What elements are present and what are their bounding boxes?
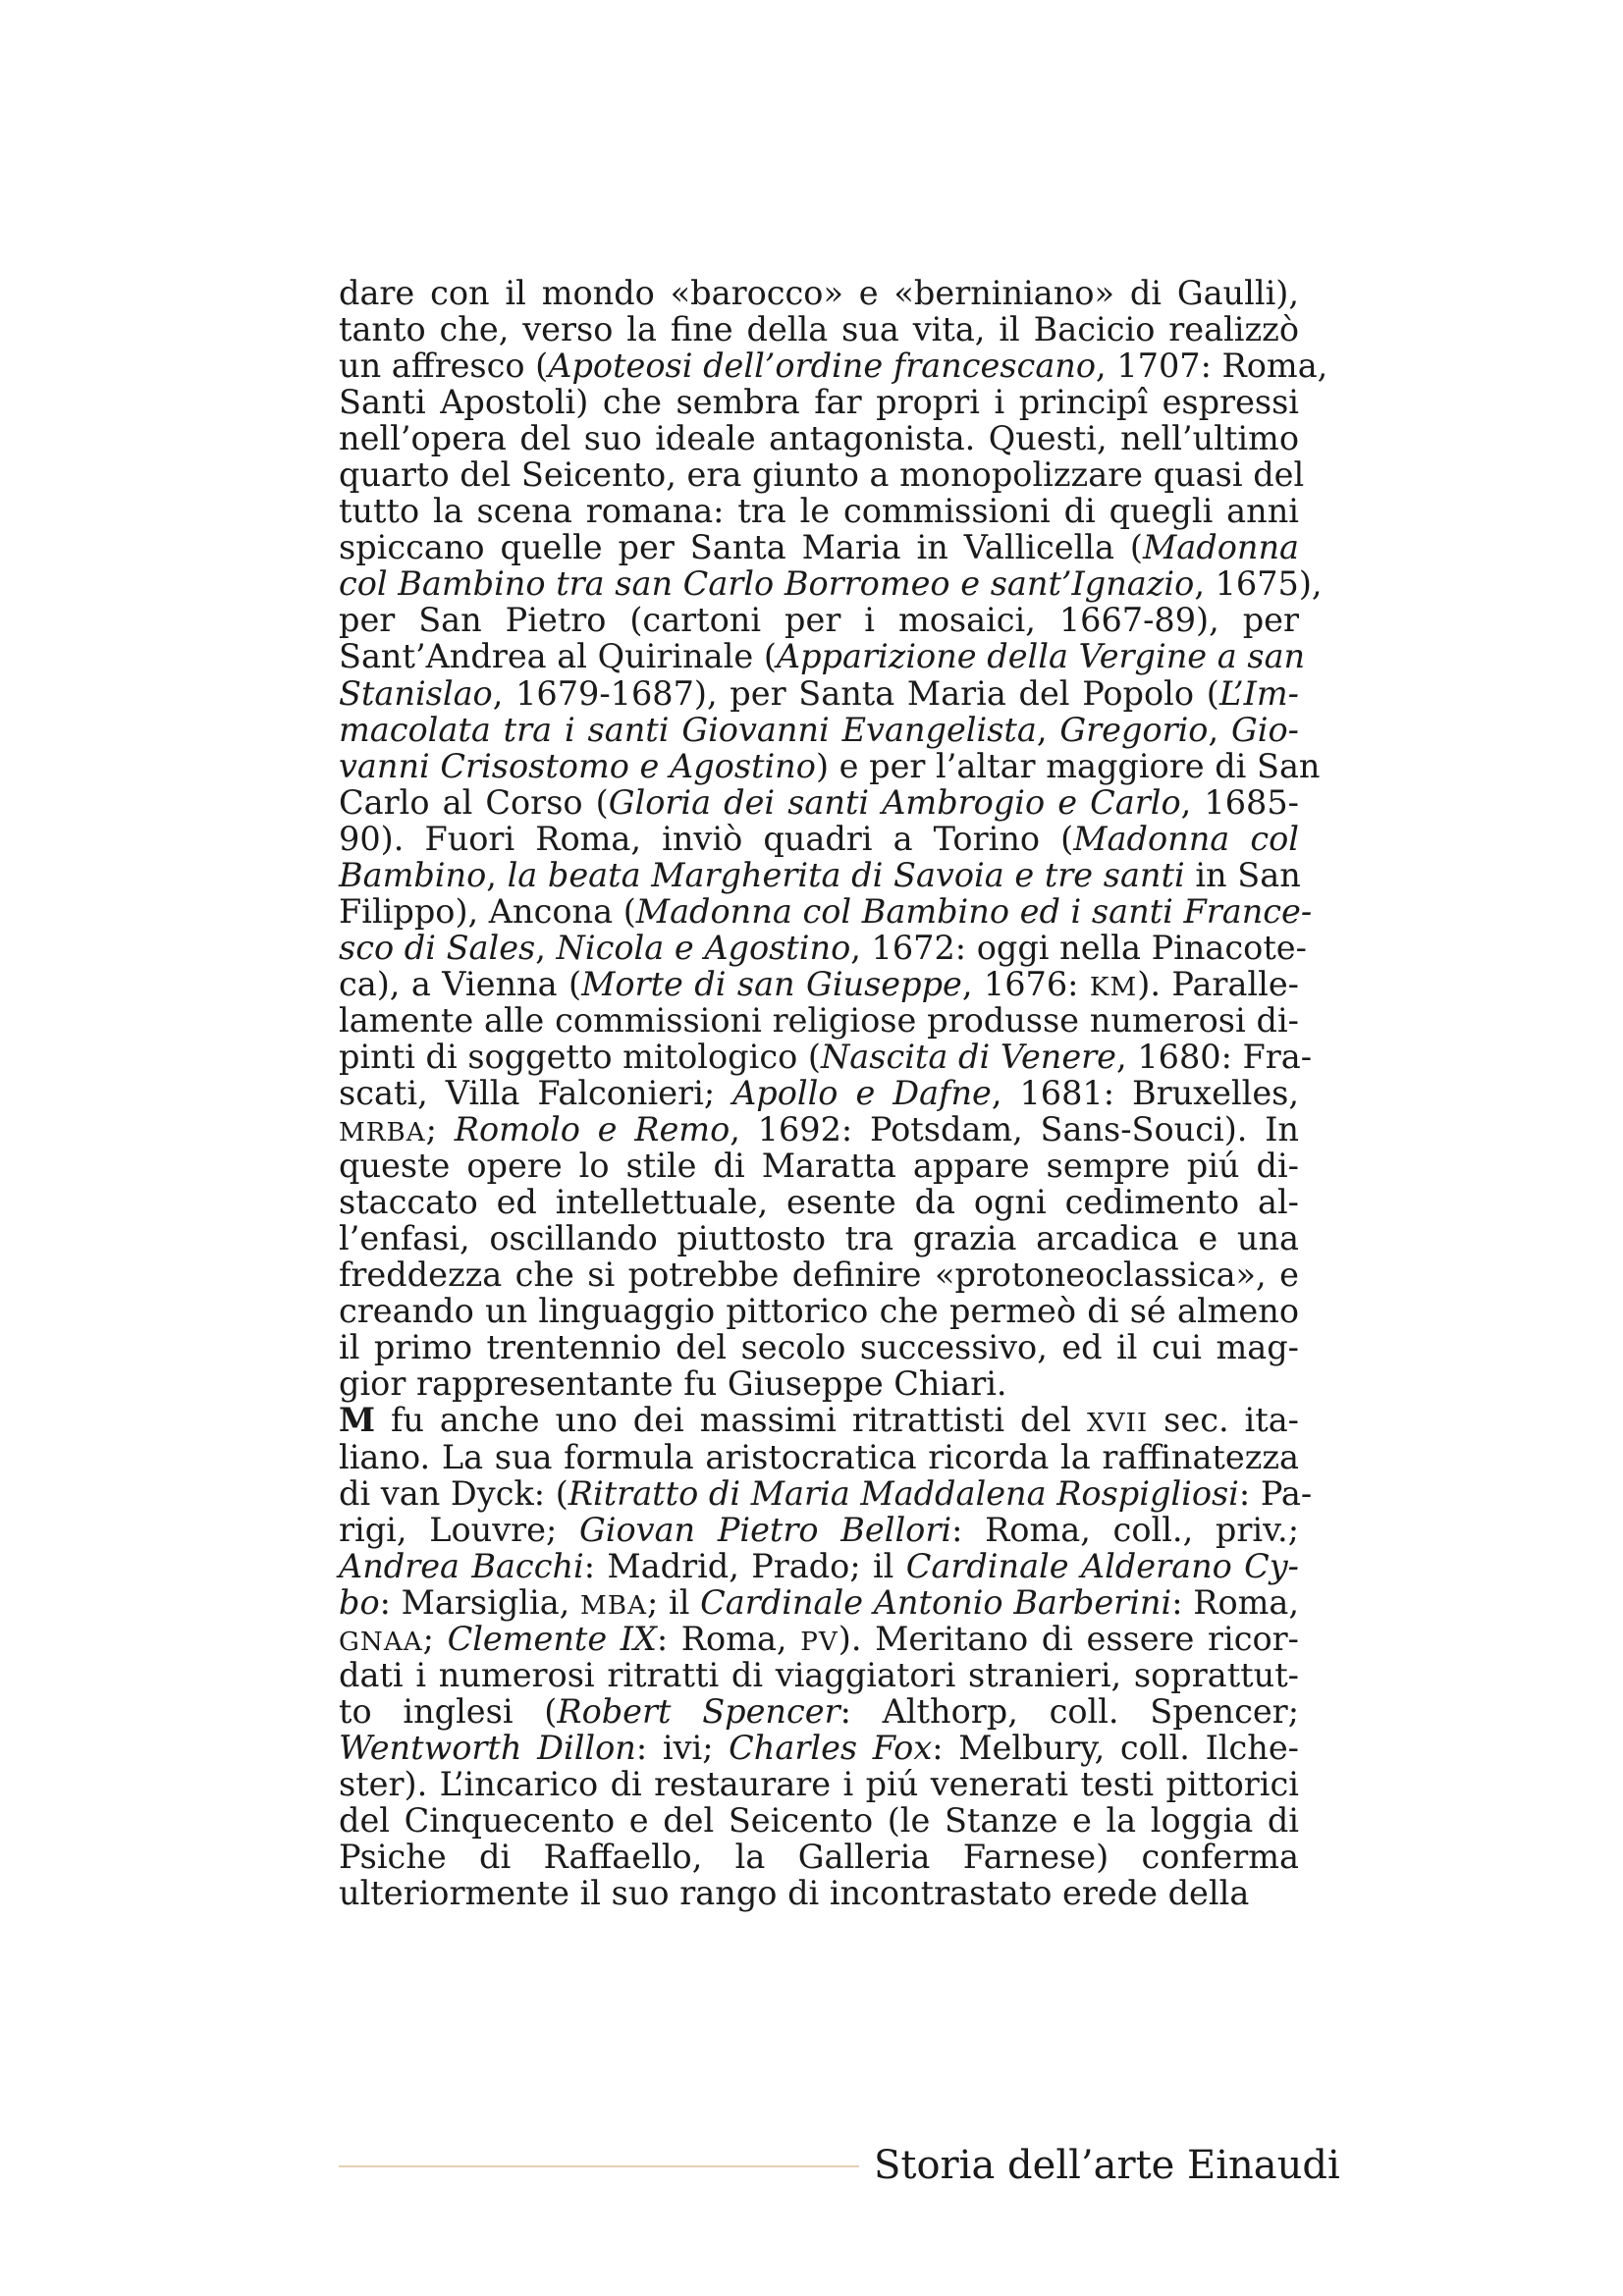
text-line: Andrea Bacchi: Madrid, Prado; il Cardinale Alderano Cy- (339, 1546, 1300, 1585)
text-line: Wentworth Dillon: ivi; Charles Fox: Melbury, coll. Ilche- (339, 1728, 1299, 1767)
text-line: rigi, Louvre; Giovan Pietro Bellori: Roma, coll., priv.; (339, 1510, 1299, 1549)
text-line: tanto che, verso la fine della sua vita, il Bacicio realizzò (339, 310, 1299, 349)
text-line: di van Dyck: (Ritratto di Maria Maddalena Rospigliosi: Pa- (339, 1473, 1313, 1513)
text-line: bo: Marsiglia, MBA; il Cardinale Antonio Barberini: Roma, (339, 1582, 1300, 1622)
text-line: creando un linguaggio pittorico che permeò di sé almeno (339, 1292, 1299, 1331)
text-line: ulteriormente il suo rango di incontrastato erede della (339, 1874, 1250, 1913)
text-line: GNAA; Clemente IX: Roma, PV). Meritano di essere ricor- (339, 1619, 1299, 1658)
text-line: Psiche di Raffaello, la Galleria Farnese) conferma (339, 1838, 1299, 1877)
text-line: MRBA; Romolo e Remo, 1692: Potsdam, Sans-Souci). In (339, 1110, 1299, 1149)
text-line: sco di Sales, Nicola e Agostino, 1672: oggi nella Pinacote- (339, 928, 1307, 967)
text-line: scati, Villa Falconieri; Apollo e Dafne, 1681: Bruxelles, (339, 1074, 1299, 1113)
text-line: Filippo), Ancona (Madonna col Bambino ed i santi France- (339, 891, 1313, 931)
text-line: M fu anche uno dei massimi ritrattisti del XVII sec. ita- (339, 1401, 1299, 1440)
text-line: vanni Crisostomo e Agostino) e per l’altar maggiore di San (339, 746, 1321, 785)
text-line: queste opere lo stile di Maratta appare sempre piú di- (339, 1147, 1299, 1186)
text-line: ca), a Vienna (Morte di san Giuseppe, 1676: KM). Paralle- (339, 964, 1299, 1003)
text-line: spiccano quelle per Santa Maria in Vallicella (Madonna (339, 528, 1299, 567)
text-line: del Cinquecento e del Seicento (le Stanze e la loggia di (339, 1800, 1299, 1840)
text-line: 90). Fuori Roma, inviò quadri a Torino (Madonna col (339, 819, 1299, 858)
text-line: per San Pietro (cartoni per i mosaici, 1667-89), per (339, 601, 1299, 640)
text-line: Carlo al Corso (Gloria dei santi Ambrogio e Carlo, 1685- (339, 782, 1299, 822)
text-line: dare con il mondo «barocco» e «berniniano» di Gaulli), (339, 274, 1299, 312)
text-line: Bambino, la beata Margherita di Savoia e tre santi in San (339, 855, 1301, 894)
text-line: to inglesi (Robert Spencer: Althorp, coll. Spencer; (339, 1691, 1299, 1731)
text-line: nell’opera del suo ideale antagonista. Questi, nell’ultimo (339, 419, 1299, 458)
text-line: lamente alle commissioni religiose produsse numerosi di- (339, 1000, 1299, 1040)
text-line: quarto del Seicento, era giunto a monopolizzare quasi del (339, 455, 1305, 495)
text-line: tutto la scena romana: tra le commissioni di quegli anni (339, 492, 1299, 531)
text-line: liano. La sua formula aristocratica ricorda la raffinatezza (339, 1437, 1299, 1476)
footer-title: Storia dell’arte Einaudi (874, 2143, 1340, 2188)
text-line: freddezza che si potrebbe definire «protoneoclassica», e (339, 1255, 1299, 1295)
text-line: Sant’Andrea al Quirinale (Apparizione della Vergine a san (339, 637, 1306, 676)
text-line: pinti di soggetto mitologico (Nascita di Venere, 1680: Fra- (339, 1037, 1313, 1076)
text-line: macolata tra i santi Giovanni Evangelista, Gregorio, Gio- (339, 710, 1299, 749)
text-line: staccato ed intellettuale, esente da ogni cedimento al- (339, 1183, 1299, 1222)
text-line: gior rappresentante fu Giuseppe Chiari. (339, 1364, 1007, 1404)
footer-rule (339, 2165, 859, 2167)
text-line: dati i numerosi ritratti di viaggiatori stranieri, soprattut- (339, 1655, 1299, 1694)
text-line: il primo trentennio del secolo successivo, ed il cui mag- (339, 1328, 1299, 1367)
text-line: ster). L’incarico di restaurare i piú venerati testi pittorici (339, 1764, 1299, 1803)
text-line: col Bambino tra san Carlo Borromeo e sant’Ignazio, 1675), (339, 564, 1323, 604)
text-line: Stanislao, 1679-1687), per Santa Maria del Popolo (L’Im- (339, 673, 1299, 713)
body-text (339, 274, 1328, 1913)
text-line: un affresco (Apoteosi dell’ordine francescano, 1707: Roma, (339, 347, 1328, 386)
text-line: Santi Apostoli) che sembra far propri i principî espressi (339, 383, 1299, 422)
text-line: l’enfasi, oscillando piuttosto tra grazia arcadica e una (339, 1219, 1299, 1258)
